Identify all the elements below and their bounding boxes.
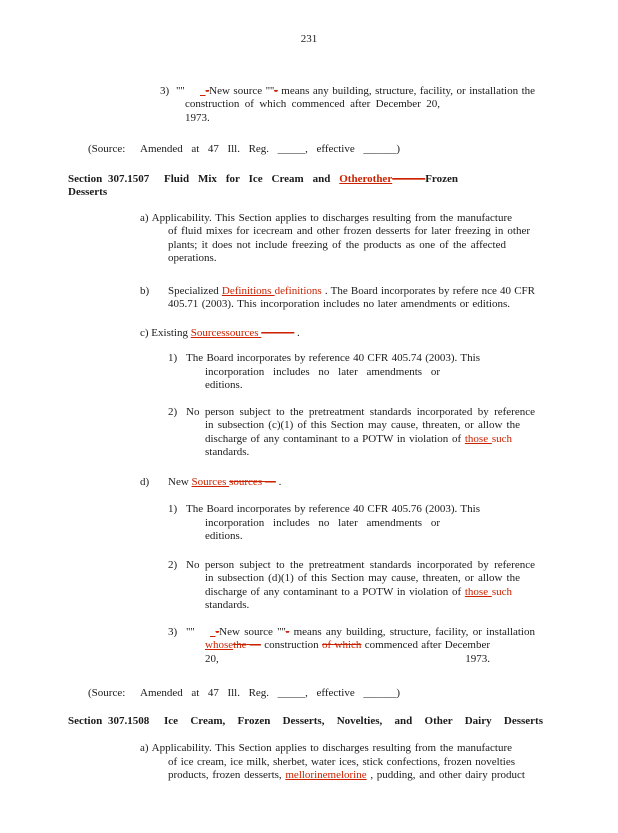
text-segment: Ice Cream, Frozen Desserts, Novelties, and Other Dairy Desserts <box>164 714 543 727</box>
text-line <box>168 252 618 266</box>
paragraph-c1 <box>0 352 618 393</box>
text-segment: "'' <box>186 625 195 638</box>
text-segment: "'' <box>176 84 185 97</box>
text-segment: 231 <box>300 33 318 45</box>
text-line <box>205 433 512 447</box>
paragraph-b-definitions <box>0 285 618 312</box>
edited-text: definitions <box>274 284 322 297</box>
deleted-text: - <box>274 84 278 97</box>
text-line <box>168 756 515 770</box>
text-segment: (Source: <box>88 687 126 699</box>
text-line <box>205 639 490 666</box>
text-line <box>88 687 400 701</box>
text-line <box>168 769 525 783</box>
text-segment: incorporation includes no later amendments or editions. <box>205 516 440 542</box>
inserted-text: those <box>464 432 492 445</box>
text-segment: 1) <box>168 503 178 515</box>
text-segment: 3) <box>160 84 170 97</box>
deleted-text: of which <box>322 639 362 651</box>
paragraph-d3-new-source <box>0 626 618 667</box>
text-segment: The Board incorporates by reference 40 CFR 405.74 (2003). This <box>186 352 480 364</box>
deleted-text: - <box>215 625 220 638</box>
text-segment: , pudding, and other dairy product <box>366 769 525 781</box>
text-segment: in subsection (c)(1) of this Section may cause, threaten, or allow the <box>205 419 520 431</box>
deleted-text: sources — <box>229 475 276 488</box>
text-segment: products, frozen desserts, <box>168 769 286 781</box>
section-heading-1508 <box>0 715 618 729</box>
inserted-text: Otherother <box>339 172 393 185</box>
paragraph-c2 <box>0 406 618 460</box>
text-segment: standards. <box>205 446 250 458</box>
text-line <box>205 586 512 600</box>
document-page <box>0 33 618 833</box>
text-segment: discharge of any contaminant to a POTW in violation of <box>205 585 465 598</box>
inserted-text: Definitions <box>221 284 275 297</box>
inserted-text: Sources <box>191 475 230 488</box>
text-line <box>140 285 535 299</box>
text-line <box>168 626 535 640</box>
text-line <box>168 406 535 420</box>
text-line <box>185 98 440 125</box>
text-segment: d) <box>140 475 150 488</box>
inserted-text: _ <box>200 84 206 97</box>
deleted-text: - <box>205 84 210 97</box>
text-segment: Frozen Desserts <box>68 172 458 198</box>
text-segment: . <box>275 475 282 488</box>
text-segment: incorporation includes no later amendments or editions. <box>205 365 440 391</box>
text-segment: 2) <box>168 405 178 418</box>
text-segment: 3) <box>168 625 178 638</box>
text-segment: New source <box>209 84 266 97</box>
text-segment: plants; it does not include freezing of the products as one of the affected <box>168 238 506 251</box>
text-line <box>205 446 618 460</box>
text-segment: of fluid mixes for icecream and other frozen desserts for later freezing in other <box>168 225 530 237</box>
text-segment: discharge of any contaminant to a POTW in violation of <box>205 432 465 445</box>
text-segment: No person subject to the pretreatment standards incorporated by reference <box>186 405 535 418</box>
section-heading-1507 <box>0 173 618 200</box>
inserted-text: _ <box>210 625 216 638</box>
text-segment: New <box>168 475 192 488</box>
text-line <box>205 517 440 544</box>
text-segment: "'' <box>277 625 286 638</box>
text-line <box>140 742 512 756</box>
text-line <box>168 352 480 366</box>
text-segment: a) Applicability. This Section applies to discharges resulting from the manufacture <box>140 742 512 754</box>
text-segment: 1) <box>168 352 178 364</box>
text-segment: Specialized <box>168 284 222 297</box>
text-segment: 405.71 (2003). This incorporation includes no later amendments or editions. <box>168 298 510 310</box>
text-segment: No person subject to the pretreatment standards incorporated by reference <box>186 558 535 571</box>
deleted-text: the — <box>233 639 261 651</box>
text-line <box>140 212 512 226</box>
text-line <box>140 476 618 490</box>
text-line <box>68 715 543 729</box>
text-segment: b) <box>140 284 150 297</box>
paragraph-d-new-sources <box>0 476 618 490</box>
text-line <box>168 239 506 253</box>
inserted-text: mellorinemelorine <box>285 769 367 781</box>
text-segment: 2) <box>168 558 178 571</box>
paragraph-d2 <box>0 559 618 613</box>
text-segment: Amended at 47 Ill. Reg. _____, effective ______) <box>140 143 400 155</box>
edited-text: such <box>491 432 512 445</box>
text-segment: New source <box>219 625 278 638</box>
text-segment: (Source: <box>88 143 126 155</box>
text-segment: a) Applicability. This Section applies to discharges resulting from the manufacture <box>140 211 512 224</box>
text-segment: Section <box>68 172 103 185</box>
text-segment: c) Existing <box>140 326 191 339</box>
source-note <box>0 143 618 157</box>
deleted-text: - <box>285 625 290 638</box>
text-segment: "'' <box>265 84 275 97</box>
paragraph-c-existing-sources <box>0 327 618 341</box>
paragraph-3-new-source <box>0 85 618 126</box>
text-segment: construction <box>260 639 323 651</box>
edited-text: such <box>491 585 512 598</box>
paragraph-a-applicability <box>0 212 618 266</box>
text-line <box>88 143 400 157</box>
text-line <box>68 173 458 200</box>
text-line <box>205 366 440 393</box>
text-line <box>205 572 520 586</box>
text-line <box>168 559 535 573</box>
text-line <box>140 327 618 341</box>
inserted-text: those <box>464 585 492 598</box>
deleted-text: ——— <box>392 172 426 185</box>
text-line <box>0 33 618 47</box>
text-line <box>205 599 618 613</box>
inserted-text: Sourcessources <box>190 326 262 339</box>
text-line <box>160 85 535 99</box>
text-segment: means any building, structure, facility, or installation the <box>277 84 536 97</box>
text-segment: Amended at 47 Ill. Reg. _____, effective ______) <box>140 687 400 699</box>
text-line <box>168 503 480 517</box>
text-segment: of ice cream, ice milk, sherbet, water ices, stick confections, frozen novelties <box>168 755 515 768</box>
text-segment: The Board incorporates by reference 40 CFR 405.76 (2003). This <box>186 503 480 515</box>
text-segment: . The Board incorporates by refere nce 40 CFR <box>321 284 536 297</box>
text-segment: standards. <box>205 599 250 611</box>
text-segment: in subsection (d)(1) of this Section may cause, threaten, or allow the <box>205 572 520 584</box>
text-segment: . <box>294 326 300 339</box>
text-line <box>205 419 520 433</box>
text-segment: commenced after December 20, 1973. <box>205 639 490 665</box>
text-segment: 307.1508 <box>108 714 150 727</box>
text-segment: Fluid Mix for Ice Cream and <box>164 172 340 185</box>
text-segment: Section <box>68 714 103 727</box>
text-segment: construction of which commenced after December 20, 1973. <box>185 98 440 124</box>
paragraph-a2-applicability <box>0 742 618 783</box>
text-segment: 307.1507 <box>108 172 150 185</box>
text-line <box>168 225 530 239</box>
text-segment: means any building, structure, facility, or installation <box>289 625 535 638</box>
source-note <box>0 687 618 701</box>
text-line <box>168 298 510 312</box>
text-segment: operations. <box>168 252 217 264</box>
deleted-text: ——— <box>261 326 295 339</box>
inserted-text: whose <box>205 639 234 651</box>
paragraph-d1 <box>0 503 618 544</box>
page-number <box>0 33 618 47</box>
